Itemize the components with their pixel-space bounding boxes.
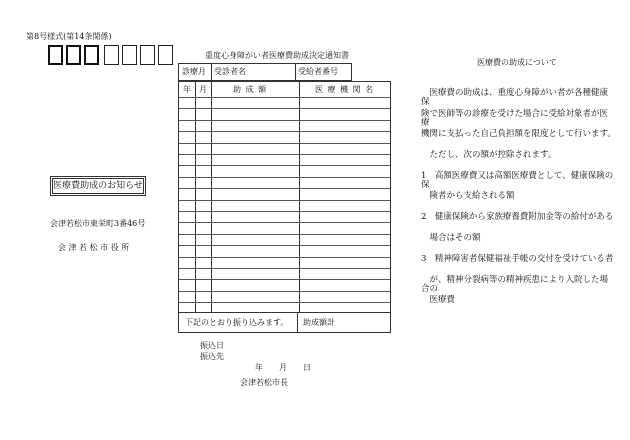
deduction-note: ただし、次の額が控除されます。 — [421, 150, 557, 160]
col-amount: 助 成 額 — [233, 85, 268, 94]
item-1-cont: 険者から支給される額 — [421, 191, 515, 201]
footer-total: 助成額計 — [303, 318, 335, 327]
form-number: 第8号様式(第14条関係) — [26, 32, 112, 41]
table-footer — [178, 313, 391, 333]
table-row — [179, 97, 390, 98]
footer-note: 下記のとおり振り込みます。 — [185, 318, 289, 327]
table-row — [179, 268, 390, 269]
postal-box — [104, 45, 119, 65]
col-year: 年 — [183, 85, 192, 94]
postal-box — [158, 45, 173, 65]
table-row — [179, 200, 390, 201]
table-row — [179, 211, 390, 212]
table-row — [179, 291, 390, 292]
table-row — [179, 245, 390, 246]
notice-label-box — [50, 176, 146, 196]
issue-date: 年 月 日 — [255, 363, 311, 372]
header-clinic-month: 診療月 — [178, 63, 212, 81]
postal-box — [66, 45, 81, 65]
table-row — [179, 257, 390, 258]
item-3: 3 精神障害者保健福祉手帳の交付を受けている者 — [421, 254, 614, 264]
office-name: 会 津 若 松 市 役 所 — [58, 243, 130, 252]
postal-box — [140, 45, 155, 65]
notice-label: 医療費助成のお知らせ — [52, 178, 144, 194]
table-row — [179, 279, 390, 280]
header-patient-name: 受診者名 — [211, 63, 296, 81]
table-row — [179, 154, 390, 155]
table-row — [179, 234, 390, 235]
table-row — [179, 222, 390, 223]
col-month: 月 — [199, 85, 208, 94]
table-row — [179, 108, 390, 109]
table-row — [179, 120, 390, 121]
transfer-dest-label: 振込先 — [200, 352, 224, 361]
item-2-cont: 場合はその額 — [421, 233, 481, 243]
form-title: 重度心身障がい者医療費助成決定通知書 — [205, 51, 349, 60]
table-row — [179, 143, 390, 144]
postal-box — [122, 45, 137, 65]
table-row — [179, 165, 390, 166]
postal-code-boxes — [48, 45, 176, 65]
table-row — [179, 177, 390, 178]
item-3-cont: 医療費 — [421, 295, 456, 305]
postal-box — [84, 45, 99, 65]
item-3-cont: が、精神分裂病等の精神疾患により入院した場合の — [421, 275, 609, 294]
intro-line: 険で医師等の診療を受けた場合に受給対象者が医療 — [421, 109, 609, 128]
explanation-title: 医療費の助成について — [477, 58, 557, 67]
transfer-date-label: 振込日 — [200, 341, 224, 350]
address: 会津若松市東栄町3番46号 — [50, 219, 146, 228]
mayor-name: 会津若松市長 — [240, 378, 288, 387]
item-2: 2 健康保険から家族療養費附加金等の給付がある — [421, 212, 614, 222]
intro-line: 機関に支払った自己負担額を限度として行います。 — [421, 129, 616, 139]
table-row — [179, 302, 390, 303]
table-row — [179, 131, 390, 132]
item-1: 1 高額医療費又は高額医療費として、健康保険の保 — [421, 171, 614, 190]
header-recipient-number: 受給者番号 — [295, 63, 352, 81]
col-institution: 医 療 機 関 名 — [315, 85, 375, 94]
intro-line: 医療費の助成は、重度心身障がい者が各種健康保 — [421, 88, 609, 107]
table-row — [179, 188, 390, 189]
postal-box — [48, 45, 63, 65]
amount-table — [178, 81, 391, 313]
